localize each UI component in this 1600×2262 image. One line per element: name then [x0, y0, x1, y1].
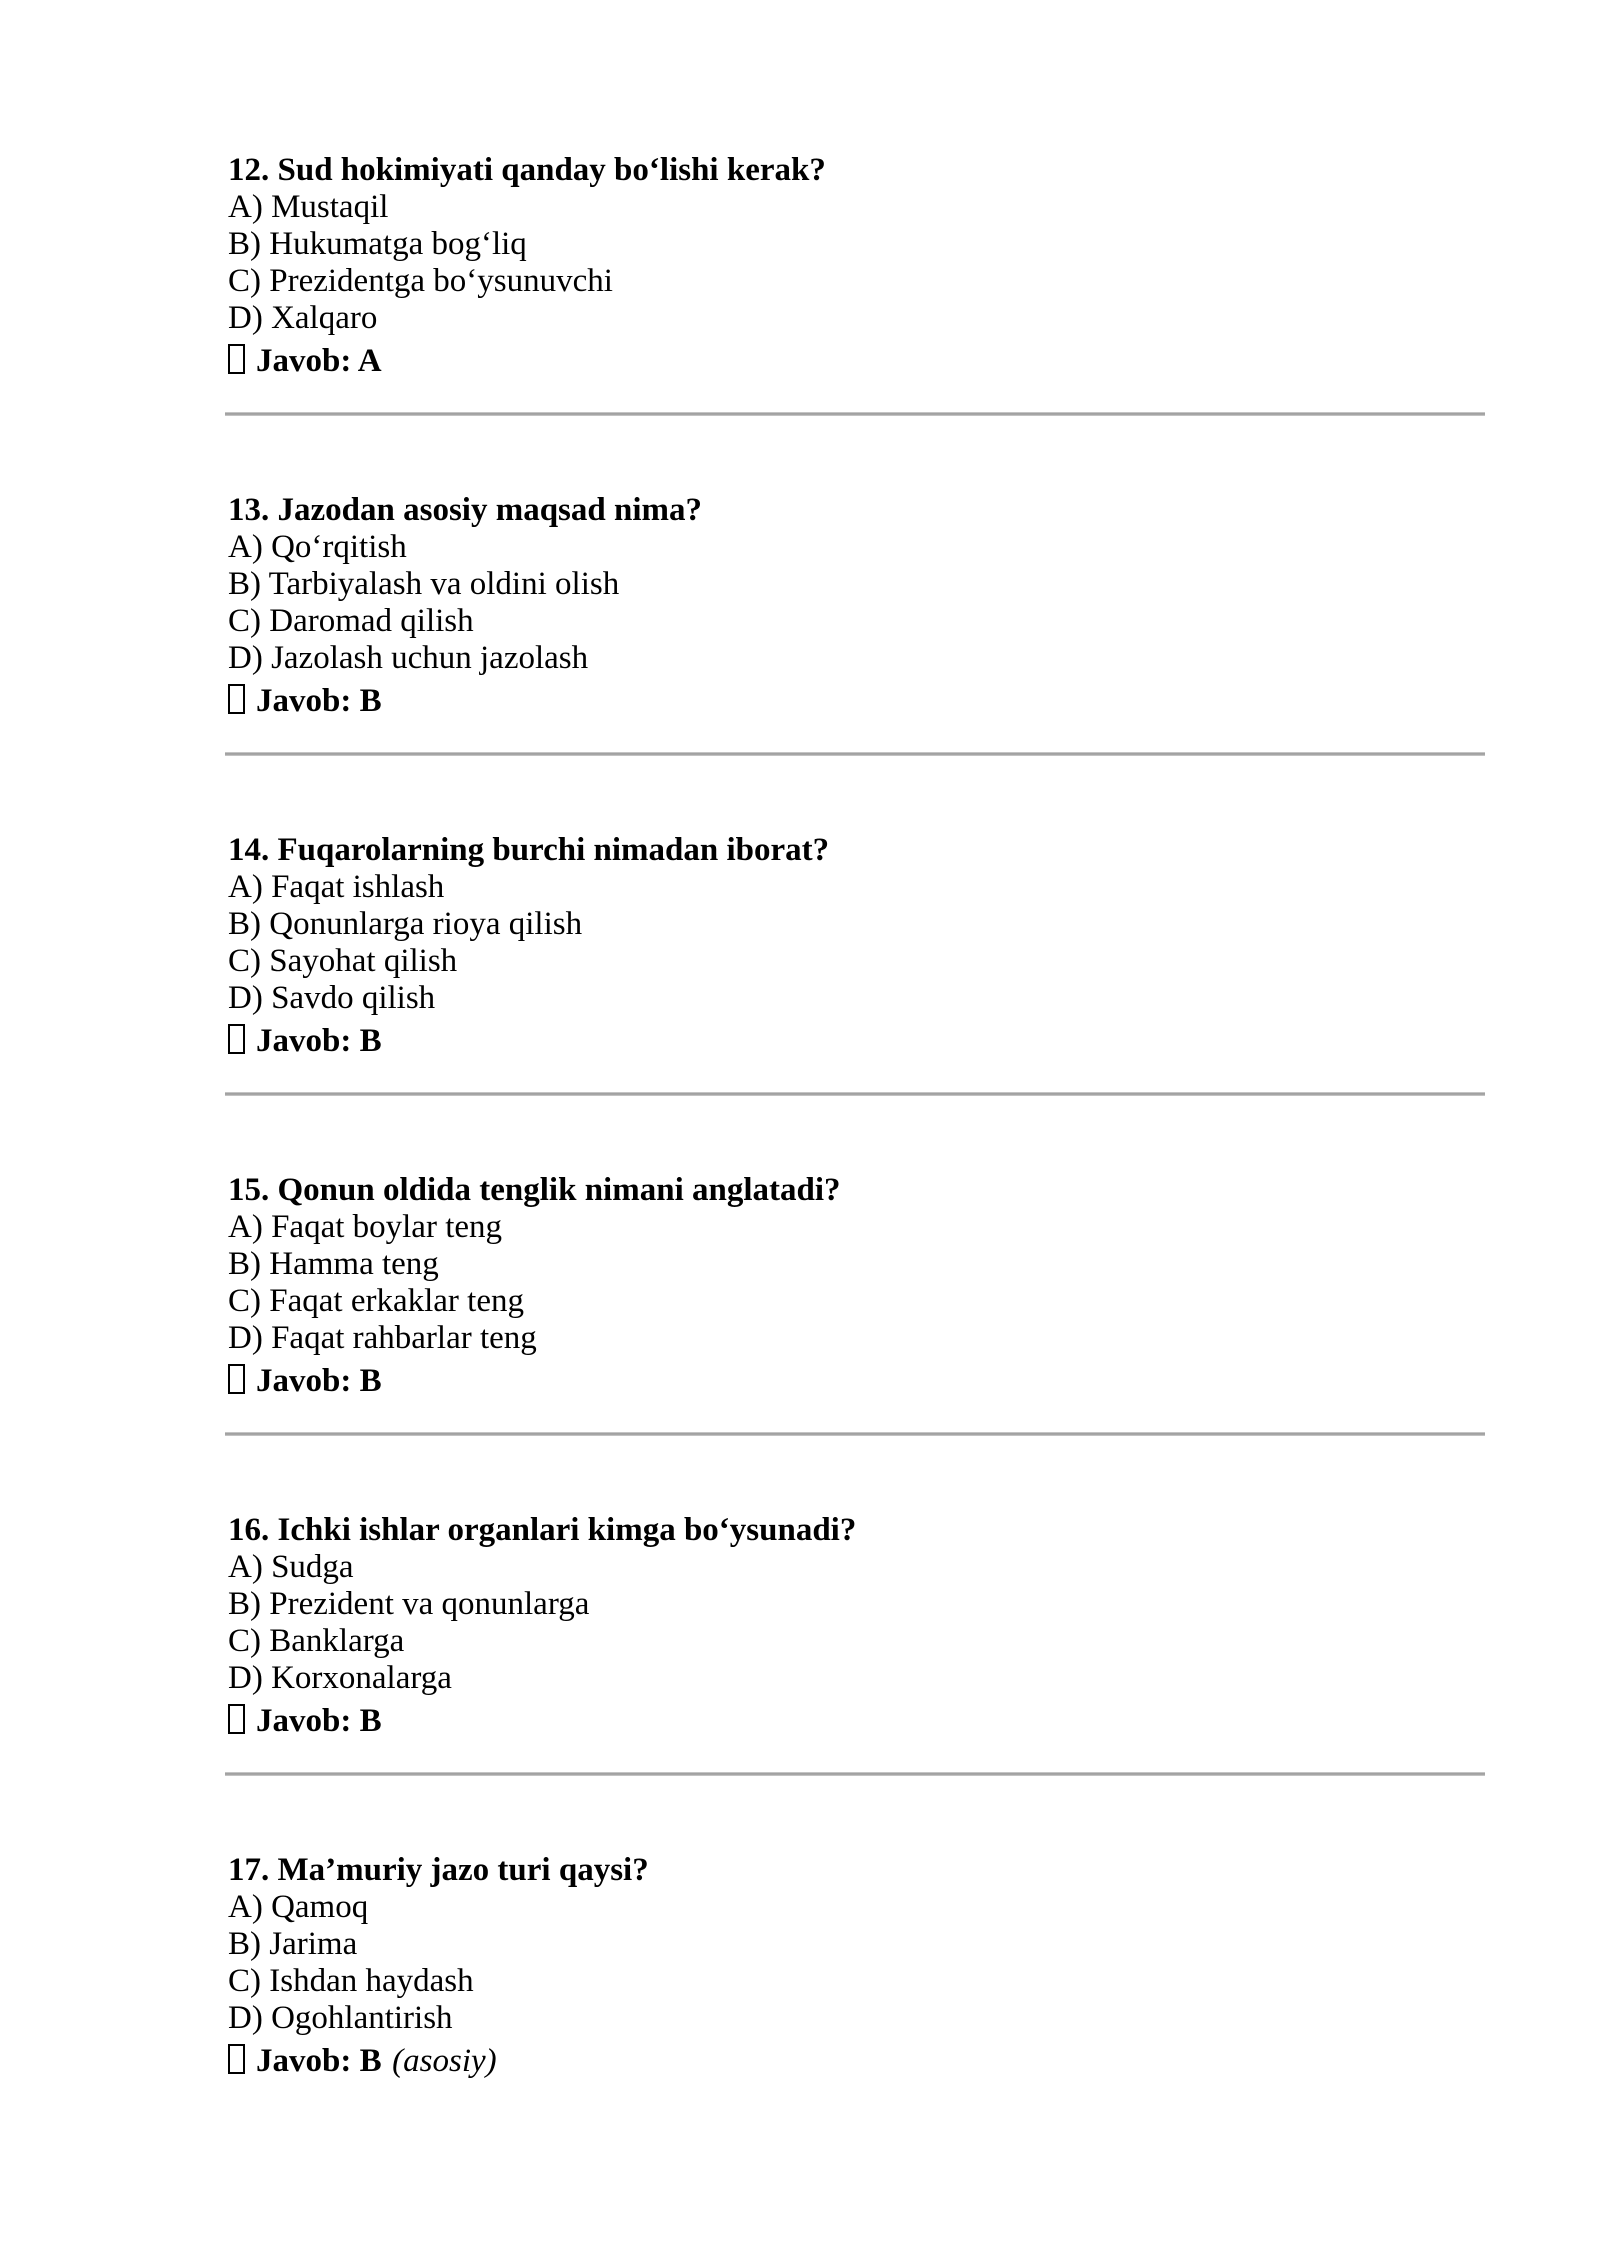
option-a: A) Qamoq [228, 1889, 369, 1925]
answer-line [228, 2043, 1488, 2080]
option-a: A) Faqat ishlash [228, 869, 445, 905]
option-a: A) Faqat boylar teng [228, 1209, 503, 1245]
option-c: C) Banklarga [228, 1623, 405, 1659]
missing-glyph-icon [228, 344, 245, 374]
option-d: D) Savdo qilish [228, 980, 436, 1016]
option-a: A) Sudga [228, 1549, 354, 1585]
separator [225, 752, 1485, 756]
question-title: 13. Jazodan asosiy maqsad nima? [228, 492, 703, 528]
option-b: B) Tarbiyalash va oldini olish [228, 566, 620, 602]
question-title: 12. Sud hokimiyati qanday boʻlishi kerak? [228, 152, 826, 188]
answer-label: Javob: B [256, 683, 382, 719]
option-c: C) Faqat erkaklar teng [228, 1283, 524, 1319]
answer-label: Javob: B [256, 1703, 382, 1739]
question-title: 16. Ichki ishlar organlari kimga boʻysunadi? [228, 1512, 857, 1548]
option-a: A) Qoʻrqitish [228, 529, 407, 565]
quiz-page [228, 152, 1488, 2080]
answer-label: Javob: B [256, 1363, 382, 1399]
option-c: C) Daromad qilish [228, 603, 474, 639]
option-b: B) Jarima [228, 1926, 358, 1962]
option-d: D) Korxonalarga [228, 1660, 452, 1696]
separator [225, 1092, 1485, 1096]
option-d: D) Xalqaro [228, 300, 378, 336]
answer-line [228, 683, 1488, 720]
answer-line [228, 1023, 1488, 1060]
answer-note: (asosiy) [392, 2043, 497, 2079]
option-a: A) Mustaqil [228, 189, 389, 225]
option-b: B) Prezident va qonunlarga [228, 1586, 590, 1622]
question-15 [228, 1172, 1488, 1400]
missing-glyph-icon [228, 684, 245, 714]
option-b: B) Hukumatga bogʻliq [228, 226, 527, 262]
question-12 [228, 152, 1488, 380]
option-b: B) Qonunlarga rioya qilish [228, 906, 583, 942]
question-14 [228, 832, 1488, 1060]
missing-glyph-icon [228, 1364, 245, 1394]
answer-label: Javob: B [256, 1023, 382, 1059]
option-b: B) Hamma teng [228, 1246, 439, 1282]
missing-glyph-icon [228, 2044, 245, 2074]
option-d: D) Jazolash uchun jazolash [228, 640, 589, 676]
option-c: C) Sayohat qilish [228, 943, 458, 979]
answer-line [228, 1363, 1488, 1400]
answer-label: Javob: B [256, 2043, 382, 2079]
option-c: C) Ishdan haydash [228, 1963, 474, 1999]
separator [225, 1772, 1485, 1776]
question-title: 15. Qonun oldida tenglik nimani anglatadi? [228, 1172, 841, 1208]
question-17 [228, 1852, 1488, 2080]
question-title: 14. Fuqarolarning burchi nimadan iborat? [228, 832, 830, 868]
question-title: 17. Ma’muriy jazo turi qaysi? [228, 1852, 649, 1888]
separator [225, 412, 1485, 416]
answer-line [228, 1703, 1488, 1740]
option-d: D) Ogohlantirish [228, 2000, 453, 2036]
option-d: D) Faqat rahbarlar teng [228, 1320, 537, 1356]
question-13 [228, 492, 1488, 720]
missing-glyph-icon [228, 1024, 245, 1054]
answer-label: Javob: A [256, 343, 382, 379]
answer-line [228, 343, 1488, 380]
missing-glyph-icon [228, 1704, 245, 1734]
option-c: C) Prezidentga boʻysunuvchi [228, 263, 613, 299]
separator [225, 1432, 1485, 1436]
question-16 [228, 1512, 1488, 1740]
